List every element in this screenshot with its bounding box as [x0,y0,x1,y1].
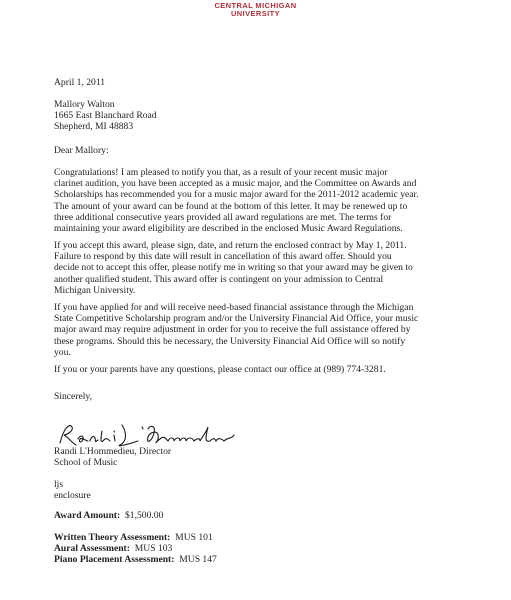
paragraph-1-line: three additional consecutive years provided all award regulations are met. The terms for [54,211,392,223]
assessment-list [54,532,474,566]
paragraph-1-line: maintaining your award eligibility are described in the enclosed Music Award Regulations. [54,223,403,235]
paragraph-2 [54,240,474,296]
recipient-street: 1665 East Blanchard Road [54,110,157,122]
typist-initials: ljs [54,479,64,490]
paragraph-3-line: State Competitive Scholarship program and/or the University Financial Aid Office, your music [54,313,419,325]
paragraph-2-line: another qualified student. This award offer is contingent on your admission to Central [54,273,384,285]
paragraph-2-line: Failure to respond by this date will result in cancellation of this award offer. Should you [54,251,392,263]
award-amount-label: Award Amount: [54,510,121,521]
signer-department: School of Music [54,457,118,469]
university-name-line1: CENTRAL MICHIGAN [214,1,297,10]
letter-date [54,77,474,88]
award-amount-value: $1,500.00 [124,510,164,521]
assessment-item [54,543,474,554]
paragraph-3 [54,302,474,358]
assessment-item [54,554,474,565]
closing-text: Sincerely, [54,391,93,402]
paragraph-3-line: these programs. Should this be necessary, the University Financial Aid Office will so notify [54,335,406,347]
signer-name-title: Randi L'Hommedieu, Director [54,446,172,457]
paragraph-3-line: you. [54,346,71,358]
paragraph-1-line: clarinet audition, you have been accepted as a music major, and the Committee on Awards and [54,178,417,190]
paragraph-2-line: Michigan University. [54,284,136,296]
assessment-label: Aural Assessment: [54,543,130,555]
assessment-item [54,532,474,543]
paragraph-4-text: If you or your parents have any questions, please contact our office at (989) 774-3281. [54,364,386,375]
paragraph-3-line: major award may require adjustment in order for you to receive the full assistance offered by [54,324,411,336]
enclosure-note: enclosure [54,490,91,502]
assessment-label: Written Theory Assessment: [54,532,171,543]
paragraph-1-line: The amount of your award can be found at the bottom of this letter. It may be renewed up to [54,200,408,212]
paragraph-1-line: Congratulations! I am pleased to notify you that, as a result of your recent music major [54,167,388,178]
assessment-course: MUS 147 [179,554,217,566]
salutation [54,145,474,156]
recipient-address [54,99,474,133]
paragraph-3-line: If you have applied for and will receive need-based financial assistance through the Michigan [54,302,414,313]
paragraph-4 [54,364,474,375]
signature-image [56,421,256,449]
date-text: April 1, 2011 [54,77,106,88]
salutation-text: Dear Mallory: [54,145,109,156]
paragraph-2-line: If you accept this award, please sign, date, and return the enclosed contract by May 1, 2011. [54,240,407,251]
assessment-course: MUS 103 [134,543,173,555]
assessment-label: Piano Placement Assessment: [54,554,175,566]
paragraph-1-line: Scholarships has recommended you for a music major award for the 2011-2012 academic year. [54,189,419,201]
signer-block [54,446,474,468]
paragraph-2-line: decide not to accept this offer, please notify me in writing so that your award may be given to [54,262,413,274]
recipient-city: Shepherd, MI 48883 [54,121,134,133]
award-amount [54,510,474,521]
closing [54,391,474,402]
assessment-course: MUS 101 [175,532,213,543]
reference-block [54,479,474,501]
recipient-name: Mallory Walton [54,99,115,110]
university-name-line2: UNIVERSITY [230,9,280,18]
paragraph-1 [54,167,474,234]
